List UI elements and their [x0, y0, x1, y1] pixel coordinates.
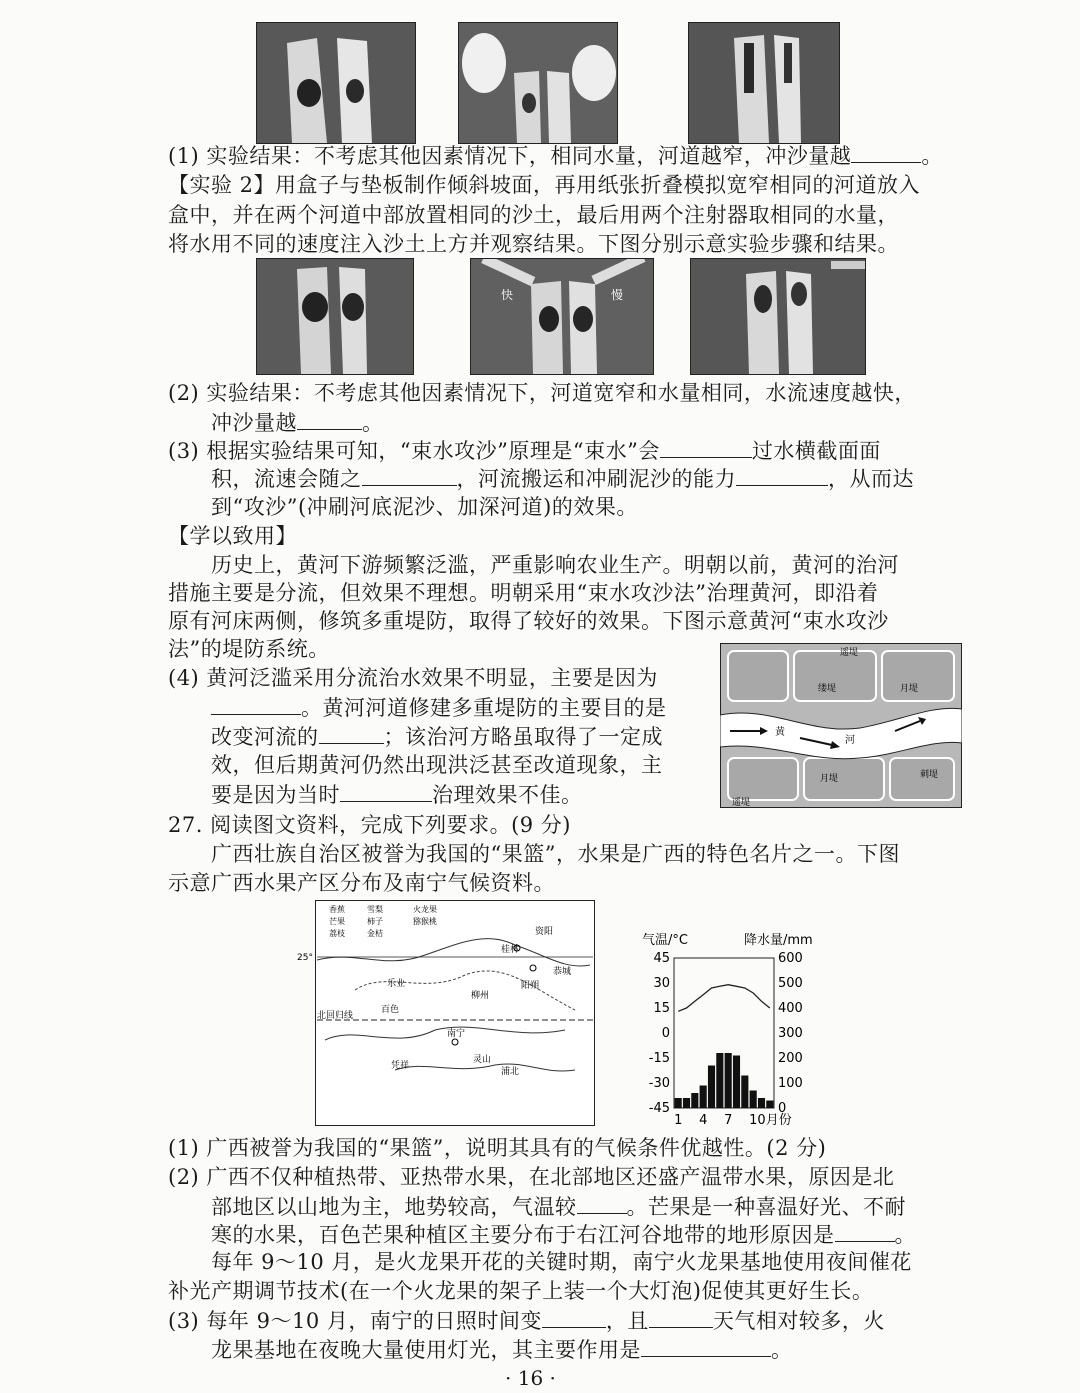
dike-label-cidi: 刺堤	[920, 770, 939, 780]
answer-2-line-3: 寒的水果，百色芒果种植区主要分布于右江河谷地带的地形原因是 。	[211, 1219, 916, 1250]
city-lingshan: 灵山	[473, 1055, 492, 1065]
y-left-tick: -30	[648, 1076, 670, 1091]
legend-lychee: 荔枝	[329, 929, 345, 938]
experiment2-photo-3	[690, 258, 866, 375]
question-27-title: 27. 阅读图文资料，完成下列要求。(9 分)	[168, 813, 571, 837]
answer-1: (1) 广西被誉为我国的“果篮”，说明其具有的气候条件优越性。(2 分)	[168, 1136, 827, 1160]
answer-2-line-4: 每年 9～10 月，是火龙果开花的关键时期，南宁火龙果基地使用夜间催花	[211, 1250, 912, 1274]
x-tick: 10月份	[749, 1113, 792, 1128]
y-left-tick: 30	[653, 976, 670, 991]
city-ziyuan: 资阳	[535, 927, 554, 937]
answer-blank[interactable]	[835, 1219, 895, 1242]
river-label-he: 河	[845, 735, 855, 746]
exp2-line-1: 【实验 2】用盒子与垫板制作倾斜坡面，再用纸张折叠模拟宽窄相同的河道放入	[168, 173, 921, 197]
q4-line-2: 。黄河河道修建多重堤防的主要目的是	[211, 692, 667, 723]
answer-blank[interactable]	[362, 463, 457, 486]
precip-bar-6	[716, 1053, 723, 1108]
answer-blank[interactable]	[340, 779, 432, 802]
answer-3-line-1: (3) 每年 9～10 月，南宁的日照时间变 ，且 天气相对较多，火	[168, 1305, 885, 1336]
y-right-tick: 0	[778, 1101, 787, 1116]
result2-line-2: 冲沙量越 。	[211, 407, 384, 438]
dike-label-yuedi-bottom: 月堤	[820, 774, 839, 784]
y-left-tick: -15	[648, 1051, 670, 1066]
x-tick: 1	[674, 1113, 683, 1128]
legend-banana: 香蕉	[329, 905, 345, 914]
city-nanning: 南宁	[447, 1029, 466, 1039]
page-number: · 16 ·	[505, 1366, 556, 1390]
y-right-tick: 400	[778, 1001, 803, 1016]
precip-bar-2	[683, 1098, 690, 1108]
legend-kiwi: 猕猴桃	[413, 917, 437, 926]
precip-bar-3	[691, 1093, 698, 1108]
y-left-tick: 45	[653, 951, 670, 966]
legend-persimmon: 柿子	[367, 917, 383, 926]
answer-blank[interactable]	[542, 1305, 606, 1328]
answer-blank[interactable]	[319, 721, 384, 744]
city-yangshuo: 阳朔	[521, 981, 540, 991]
experiment2-photo-2	[470, 258, 654, 375]
precip-bar-7	[725, 1053, 732, 1108]
answer-2-line-1: (2) 广西不仅种植热带、亚热带水果，在北部地区还盛产温带水果，原因是北	[168, 1165, 895, 1189]
x-tick: 4	[699, 1113, 708, 1128]
experiment1-photo-1	[256, 22, 416, 144]
dike-label-yaodi-top: 遥堤	[840, 648, 859, 658]
precip-bar-9	[741, 1076, 748, 1109]
answer-blank[interactable]	[297, 407, 362, 430]
precip-bar-4	[700, 1086, 707, 1109]
q4-line-5: 要是因为当时 治理效果不佳。	[211, 779, 583, 810]
precip-bar-5	[708, 1066, 715, 1109]
city-leye: 乐业	[387, 979, 406, 989]
q4-line-3: 改变河流的 ；该治河方略虽取得了一定成	[211, 721, 663, 752]
y-right-tick: 600	[778, 951, 803, 966]
answer-2-line-2: 部地区以山地为主，地势较高，气温较 。芒果是一种喜温好光、不耐	[211, 1191, 906, 1222]
experiment1-photo-3	[688, 22, 840, 144]
q27-intro-2: 示意广西水果产区分布及南宁气候资料。	[168, 871, 555, 895]
answer-blank[interactable]	[577, 1191, 627, 1214]
precip-bar-8	[733, 1056, 740, 1109]
exp2-line-2: 盒中，并在两个河道中部放置相同的沙土，最后用两个注射器取相同的水量，	[168, 203, 899, 227]
dike-label-yuedi-top: 月堤	[900, 684, 919, 694]
river-label-huang: 黄	[775, 727, 785, 738]
precip-bar-12	[766, 1101, 773, 1109]
result3-line-1: (3) 根据实验结果可知，“束水攻沙”原理是“束水”会 过水横截面面	[168, 435, 881, 466]
para-line-1: 历史上，黄河下游频繁泛滥，严重影响农业生产。明朝以前，黄河的治河	[211, 553, 899, 577]
city-gongcheng: 恭城	[553, 967, 572, 977]
temperature-line	[678, 985, 770, 1012]
answer-3-line-2: 龙果基地在夜晚大量使用灯光，其主要作用是 。	[211, 1334, 793, 1365]
x-tick: 7	[724, 1113, 733, 1128]
slow-label: 慢	[611, 288, 624, 302]
precip-bar-11	[758, 1098, 765, 1108]
answer-blank[interactable]	[660, 435, 752, 458]
tropic-label: 北回归线	[317, 1011, 354, 1021]
section-learn: 【学以致用】	[168, 524, 297, 548]
legend-dragonfruit: 火龙果	[413, 905, 437, 914]
answer-blank[interactable]	[211, 692, 301, 715]
y-left-axis-label: 气温/°C	[642, 933, 688, 948]
answer-blank[interactable]	[736, 463, 828, 486]
y-left-tick: 0	[661, 1026, 670, 1041]
lat-25-label: 25°	[297, 953, 313, 963]
y-right-tick: 300	[778, 1026, 803, 1041]
exp2-line-3: 将水用不同的速度注入沙土上方并观察结果。下图分别示意实验步骤和结果。	[168, 232, 899, 256]
city-baise: 百色	[381, 1005, 400, 1015]
city-liuzhou: 柳州	[471, 991, 490, 1001]
q4-line-1: (4) 黄河泛滥采用分流治水效果不明显，主要是因为	[168, 666, 658, 690]
answer-blank[interactable]	[851, 140, 921, 163]
nanning-climate-chart	[636, 926, 836, 1132]
precip-bar-10	[750, 1091, 757, 1109]
city-guilin: 桂林	[501, 945, 520, 955]
precip-bar-1	[675, 1098, 682, 1108]
answer-2-line-5: 补光产期调节技术(在一个火龙果的架子上装一个大灯泡)促使其更好生长。	[168, 1279, 874, 1303]
dike-label-yaodi-bottom: 遥堤	[732, 798, 751, 808]
dike-label-lvdi: 缕堤	[818, 684, 837, 694]
answer-blank[interactable]	[649, 1305, 713, 1328]
legend-mango: 芒果	[329, 917, 345, 926]
q4-line-4: 效，但后期黄河仍然出现洪泛甚至改道现象，主	[211, 753, 663, 777]
legend-kumquat: 金桔	[367, 929, 383, 938]
result3-line-3: 到“攻沙”(冲刷河底泥沙、加深河道)的效果。	[211, 495, 638, 519]
city-pingxiang: 凭祥	[391, 1061, 410, 1071]
experiment1-photo-2	[458, 22, 618, 144]
result1-line: (1) 实验结果：不考虑其他因素情况下，相同水量，河道越窄，冲沙量越 。	[168, 140, 943, 171]
y-right-tick: 200	[778, 1051, 803, 1066]
y-left-tick: 15	[653, 1001, 670, 1016]
y-right-tick: 100	[778, 1076, 803, 1091]
y-right-tick: 500	[778, 976, 803, 991]
y-left-tick: -45	[648, 1101, 670, 1116]
para-line-4: 法”的堤防系统。	[168, 637, 330, 661]
result3-line-2: 积，流速会随之 ，河流搬运和冲刷泥沙的能力 ，从而达	[211, 463, 914, 494]
para-line-3: 原有河床两侧，修筑多重堤防，取得了较好的效果。下图示意黄河“束水攻沙	[168, 609, 889, 633]
q27-intro-1: 广西壮族自治区被誉为我国的“果篮”，水果是广西的特色名片之一。下图	[211, 842, 900, 866]
dike-system-diagram	[720, 643, 962, 808]
guangxi-fruit-map	[295, 900, 600, 1128]
y-right-axis-label: 降水量/mm	[744, 933, 813, 948]
fast-label: 快	[501, 288, 514, 302]
experiment2-photo-1	[256, 258, 414, 375]
result2-line-1: (2) 实验结果：不考虑其他因素情况下，河道宽窄和水量相同，水流速度越快，	[168, 381, 916, 405]
answer-blank[interactable]	[641, 1334, 771, 1357]
para-line-2: 措施主要是分流，但效果不理想。明朝采用“束水攻沙法”治理黄河，即沿着	[168, 581, 879, 605]
legend-pear: 雪梨	[367, 905, 383, 914]
city-pubei: 浦北	[501, 1067, 520, 1077]
